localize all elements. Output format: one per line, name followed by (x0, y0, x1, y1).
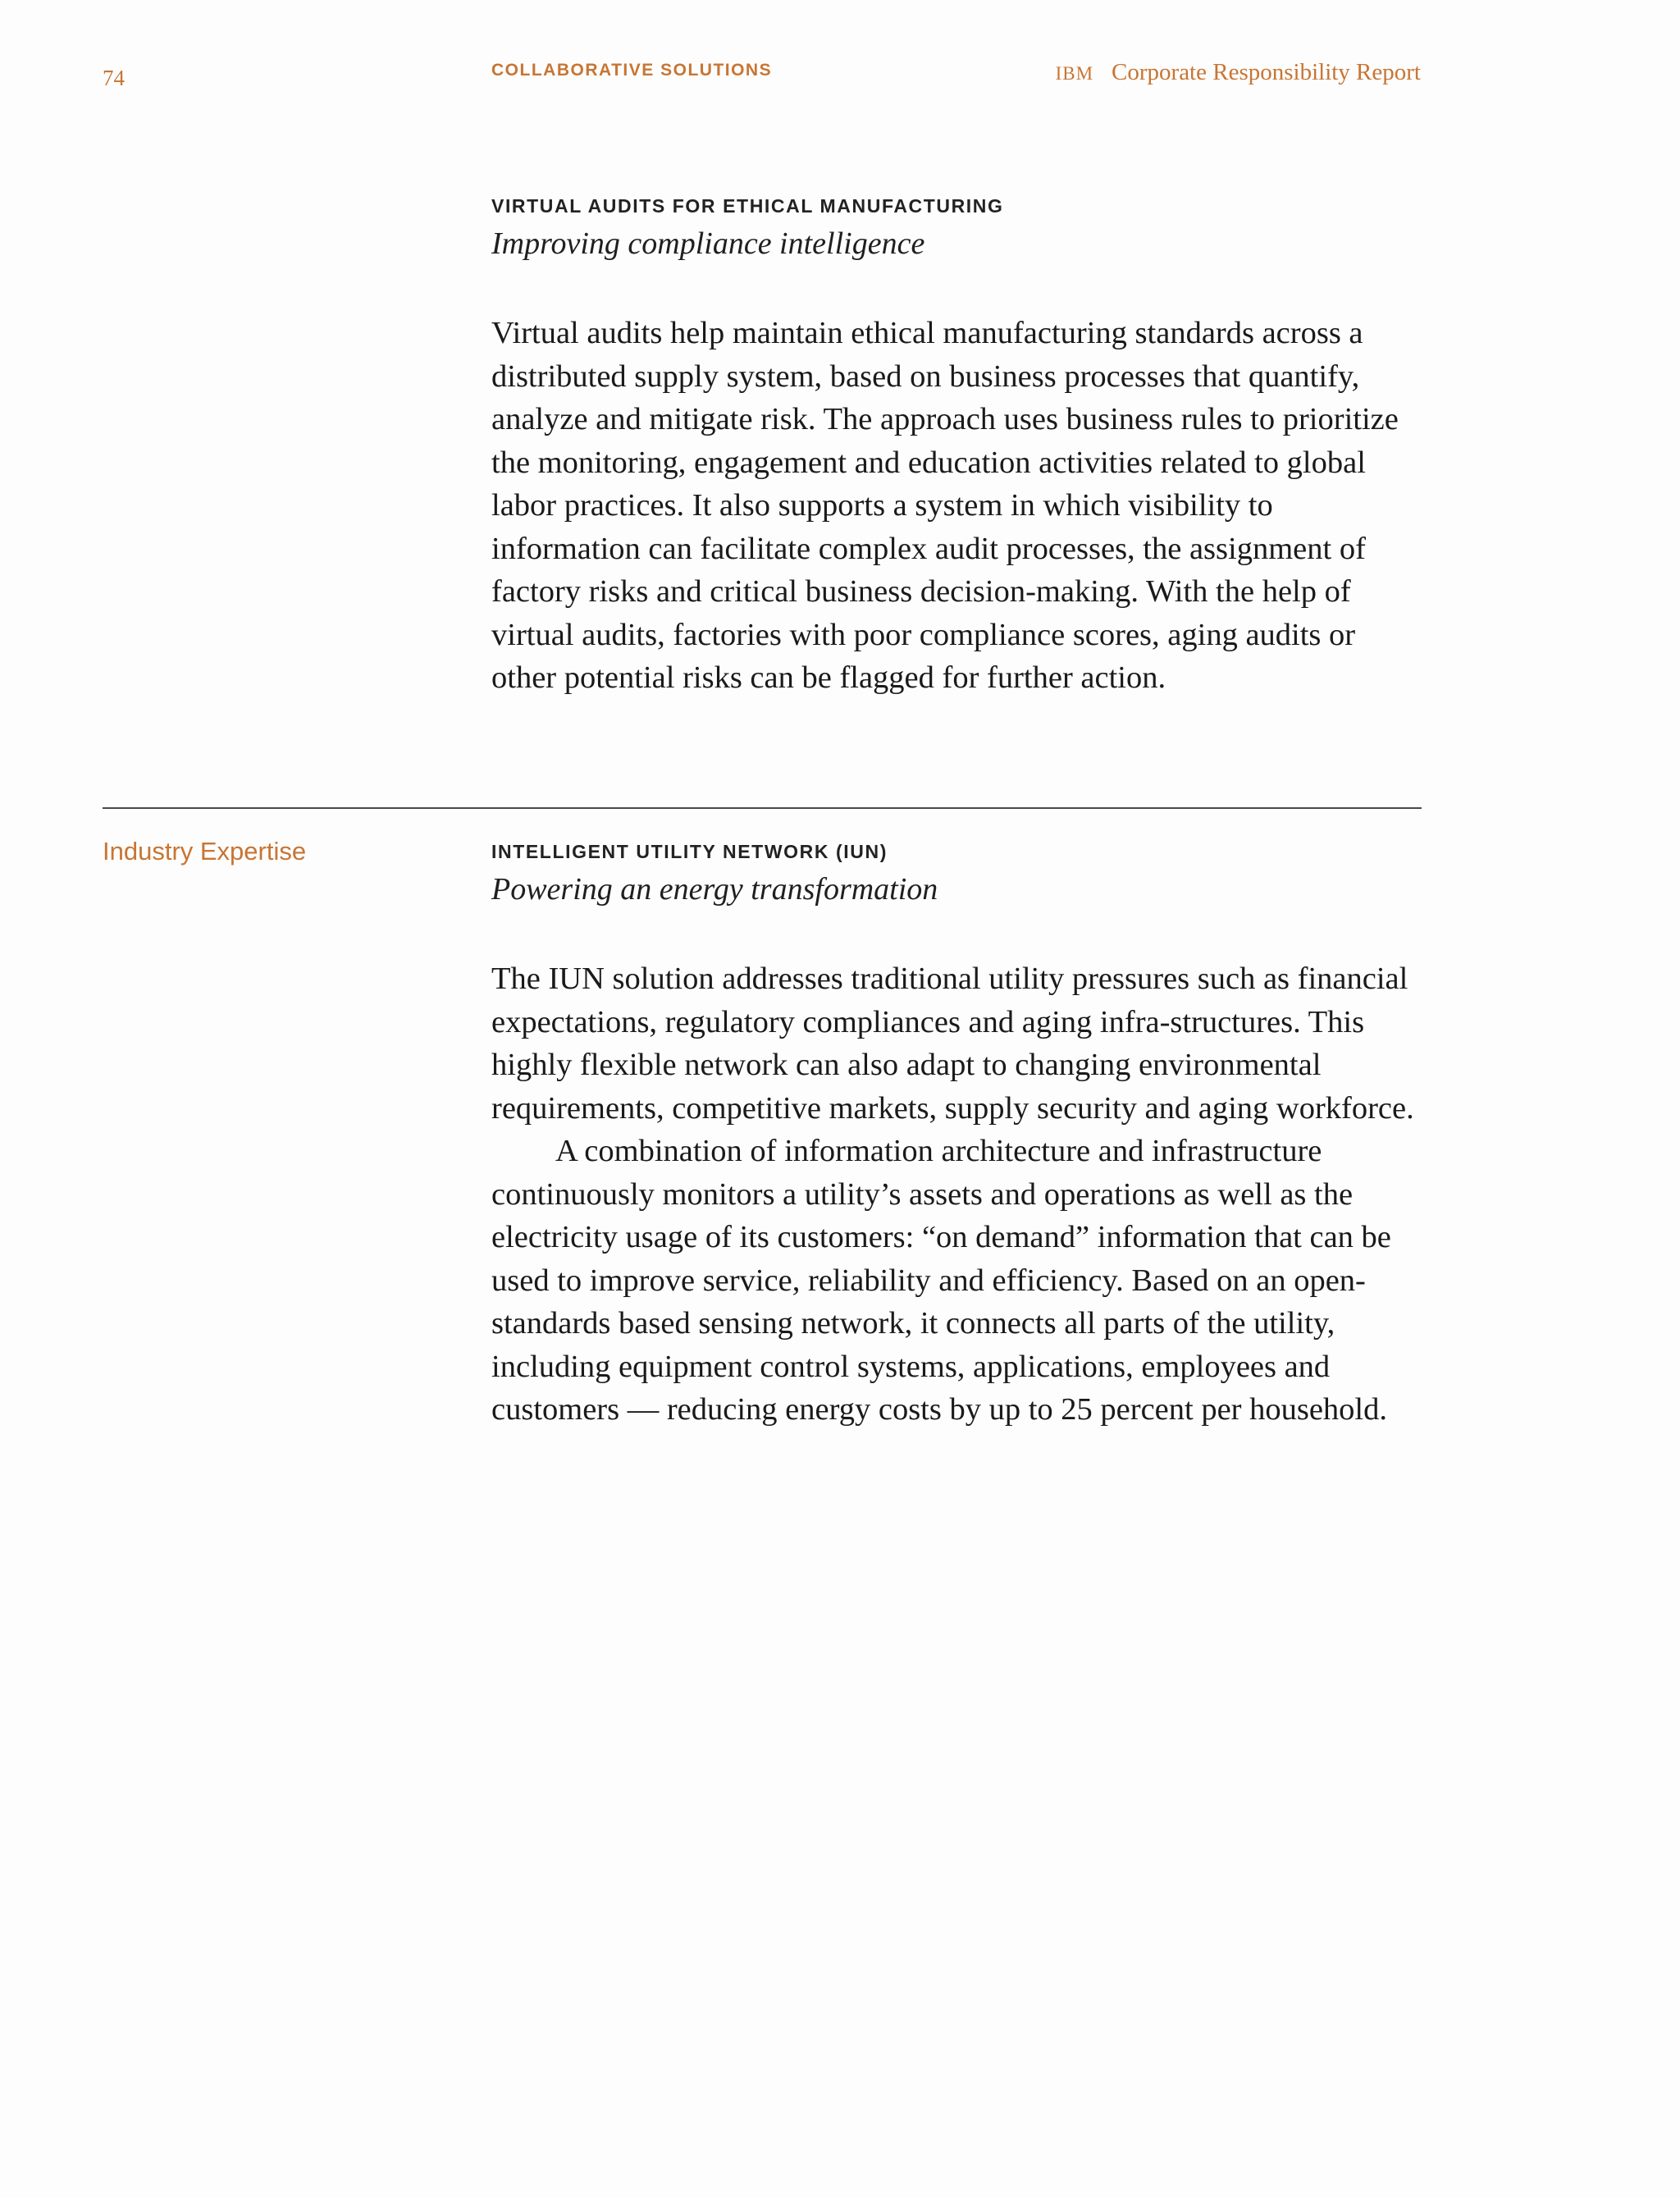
brand-name: IBM (1055, 63, 1094, 84)
running-header-section: COLLABORATIVE SOLUTIONS (491, 61, 773, 80)
article-intelligent-utility-network (491, 839, 1422, 1432)
section-subtitle: Improving compliance intelligence (491, 226, 925, 261)
body-paragraph: A combination of information architecture and infrastructure continuously monitors a utility’s assets and operations as well as the electricity usage of its customers: “on demand” information that can be used to improve service, reliability and efficiency. Based on an open-standards based sensing network, it connects all parts of the utility, including equipment control systems, applications, employees and customers — reducing energy costs by up to 25 percent per household. (491, 1134, 1391, 1427)
article-virtual-audits (491, 194, 1422, 700)
report-title: Corporate Responsibility Report (1112, 59, 1421, 85)
body-paragraph: The IUN solution addresses traditional utility pressures such as financial expectations, regulatory compliances and aging infra-structures. This highly flexible network can also adapt to changing environmental requirements, competitive markets, supply security and aging workforce. (491, 961, 1414, 1126)
section-heading: INTELLIGENT UTILITY NETWORK (IUN) (491, 841, 888, 862)
body-paragraph: Virtual audits help maintain ethical manufacturing standards across a distributed supply system, based on business processes that quantify, analyze and mitigate risk. The approach uses business rules to prioritize the monitoring, engagement and education activities related to global labor practices. It also supports a system in which visibility to information can facilitate complex audit processes, the assignment of factory risks and critical business decision-making. With the help of virtual audits, factories with poor compliance scores, aging audits or other potential risks can be flagged for further action. (491, 316, 1399, 695)
page-number: 74 (103, 66, 125, 90)
side-label: Industry Expertise (103, 837, 307, 866)
section-heading: VIRTUAL AUDITS FOR ETHICAL MANUFACTURING (491, 195, 1004, 217)
section-subtitle: Powering an energy transformation (491, 872, 938, 907)
section-divider (103, 807, 1422, 809)
running-header-title (1056, 59, 1421, 86)
